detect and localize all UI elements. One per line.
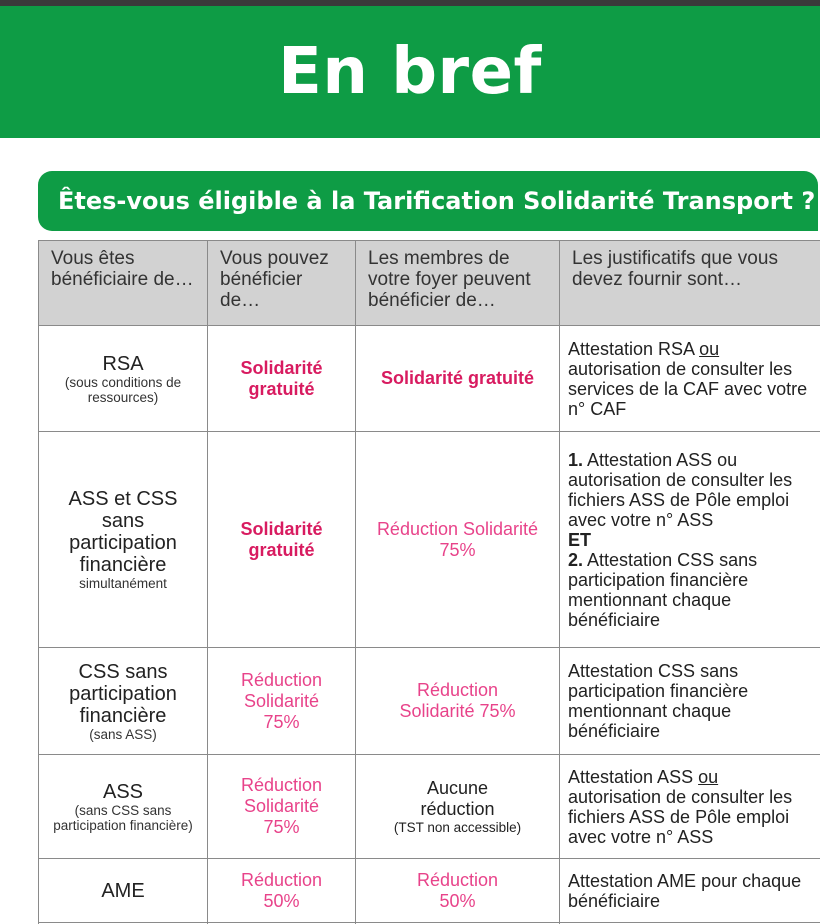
beneficiary-label: AME	[101, 879, 145, 902]
you-benefit-cell: Solidarité gratuité	[208, 432, 356, 648]
documents-item-1	[568, 450, 812, 530]
documents-text: Attestation CSS sans participation financière mentionnant chaque bénéficiaire	[568, 549, 758, 630]
beneficiary-cell	[39, 432, 208, 648]
documents-or: ou	[698, 766, 719, 787]
eligibility-table	[38, 240, 820, 924]
documents-item-2	[568, 550, 812, 630]
beneficiary-cell	[39, 326, 208, 432]
beneficiary-label: RSA	[102, 352, 144, 375]
beneficiary-note: simultanément	[79, 576, 167, 591]
beneficiary-label: CSS sans participation financière	[69, 660, 177, 727]
page-title: En bref	[278, 35, 542, 109]
household-benefit-cell: Réduction Solidarité 75%	[356, 432, 560, 648]
table-row-rsa	[39, 326, 820, 432]
item-number: 2.	[568, 549, 584, 570]
documents-and: ET	[568, 529, 592, 550]
section-title: Êtes-vous éligible à la Tarification Solidarité Transport ?	[58, 187, 816, 215]
household-benefit-cell: Réduction Solidarité 75%	[356, 648, 560, 755]
column-header-you-benefit: Vous pouvez bénéficier de…	[208, 241, 356, 326]
you-benefit-cell: Réduction Solidarité 75%	[208, 648, 356, 755]
documents-text: autorisation de consulter les fichiers ASS de Pôle emploi avec votre n° ASS	[568, 786, 793, 847]
documents-text: Attestation RSA	[568, 338, 695, 359]
household-benefit-cell	[356, 755, 560, 859]
table-row-ame	[39, 859, 820, 923]
column-header-documents: Les justificatifs que vous devez fournir sont…	[560, 241, 820, 326]
beneficiary-cell	[39, 859, 208, 923]
you-benefit-cell: Réduction Solidarité 75%	[208, 755, 356, 859]
beneficiary-cell	[39, 648, 208, 755]
beneficiary-label: ASS et CSS sans participation financière	[68, 488, 178, 576]
column-header-beneficiary: Vous êtes bénéficiaire de…	[39, 241, 208, 326]
documents-cell	[560, 755, 820, 859]
you-benefit-cell: Solidarité gratuité	[208, 326, 356, 432]
documents-text: autorisation de consulter les services de la CAF avec votre n° CAF	[568, 358, 808, 419]
section-title-box	[38, 171, 818, 231]
table-row-ass-css	[39, 432, 820, 648]
beneficiary-note: (sous conditions de ressources)	[64, 374, 182, 405]
documents-cell	[560, 432, 820, 648]
household-benefit-note: (TST non accessible)	[393, 820, 522, 835]
item-number: 1.	[568, 449, 584, 470]
documents-text: Attestation ASS	[568, 766, 694, 787]
household-benefit-cell: Solidarité gratuité	[356, 326, 560, 432]
household-benefit-cell: Réduction 50%	[356, 859, 560, 923]
beneficiary-note: (sans CSS sans participation financière)	[53, 802, 193, 833]
table-row-css	[39, 648, 820, 755]
beneficiary-label: ASS	[102, 780, 144, 803]
you-benefit-cell: Réduction 50%	[208, 859, 356, 923]
table-row-ass	[39, 755, 820, 859]
column-header-household-benefit: Les membres de votre foyer peuvent bénéficier de…	[356, 241, 560, 326]
documents-cell: Attestation CSS sans participation financière mentionnant chaque bénéficiaire	[560, 648, 820, 755]
documents-or: ou	[699, 338, 720, 359]
beneficiary-cell	[39, 755, 208, 859]
documents-cell	[560, 326, 820, 432]
header-banner	[0, 6, 820, 138]
beneficiary-note: (sans ASS)	[89, 726, 157, 742]
household-benefit-label: Aucune réduction	[420, 778, 495, 819]
documents-cell: Attestation AME pour chaque bénéficiaire	[560, 859, 820, 923]
documents-text: Attestation ASS ou autorisation de consulter les fichiers ASS de Pôle emploi avec votre n° ASS	[568, 449, 793, 530]
table-header-row	[39, 241, 820, 326]
